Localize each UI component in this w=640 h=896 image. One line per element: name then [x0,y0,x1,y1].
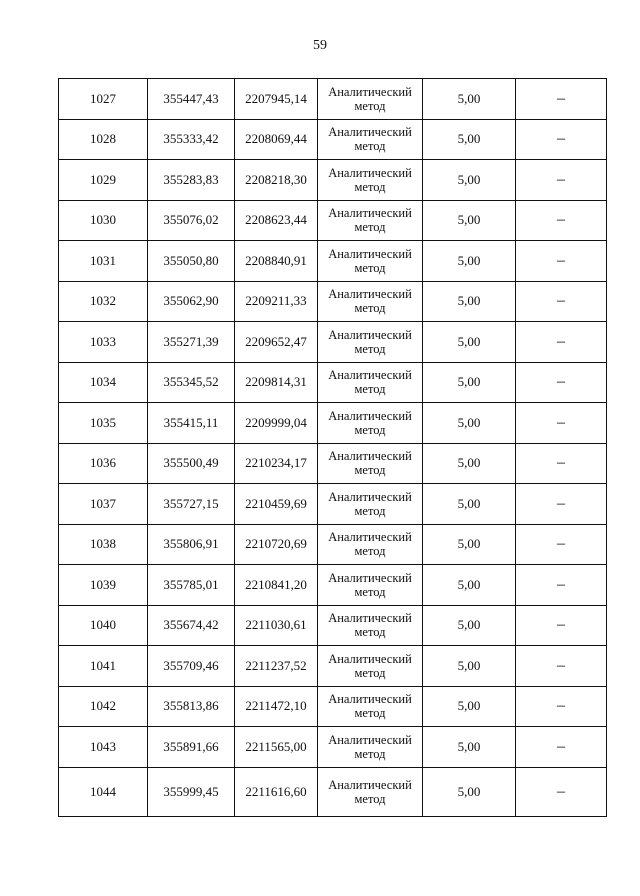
x-coordinate-cell: 355050,80 [148,241,235,282]
note-cell: – [516,686,607,727]
method-line-2: метод [354,98,386,113]
x-coordinate-cell: 355999,45 [148,767,235,816]
method-line-1: Аналитический [328,777,412,792]
y-coordinate-cell: 2210459,69 [235,484,318,525]
table-row [59,362,607,403]
error-cell: 5,00 [423,281,516,322]
method-line-1: Аналитический [328,165,412,180]
y-coordinate-cell: 2207945,14 [235,79,318,120]
x-coordinate-cell: 355891,66 [148,727,235,768]
table-row [59,484,607,525]
table-row [59,767,607,816]
x-coordinate-cell: 355415,11 [148,403,235,444]
point-number-cell: 1040 [59,605,148,646]
table-row [59,200,607,241]
x-coordinate-cell: 355076,02 [148,200,235,241]
table-row [59,403,607,444]
method-cell [318,686,423,727]
method-cell [318,767,423,816]
point-number-cell: 1030 [59,200,148,241]
note-cell: – [516,767,607,816]
error-cell: 5,00 [423,403,516,444]
note-cell: – [516,322,607,363]
table-row [59,281,607,322]
note-cell: – [516,160,607,201]
point-number-cell: 1035 [59,403,148,444]
x-coordinate-cell: 355271,39 [148,322,235,363]
error-cell: 5,00 [423,605,516,646]
method-cell [318,322,423,363]
error-cell: 5,00 [423,160,516,201]
note-cell: – [516,524,607,565]
table-row [59,322,607,363]
method-line-2: метод [354,341,386,356]
y-coordinate-cell: 2211565,00 [235,727,318,768]
error-cell: 5,00 [423,686,516,727]
method-line-2: метод [354,544,386,559]
method-cell [318,362,423,403]
y-coordinate-cell: 2209999,04 [235,403,318,444]
y-coordinate-cell: 2209211,33 [235,281,318,322]
note-cell: – [516,200,607,241]
method-cell [318,484,423,525]
y-coordinate-cell: 2208218,30 [235,160,318,201]
y-coordinate-cell: 2208069,44 [235,119,318,160]
method-line-1: Аналитический [328,692,412,707]
method-cell [318,119,423,160]
error-cell: 5,00 [423,646,516,687]
method-line-2: метод [354,706,386,721]
method-line-2: метод [354,503,386,518]
method-cell [318,727,423,768]
method-line-2: метод [354,139,386,154]
note-cell: – [516,484,607,525]
method-line-1: Аналитический [328,84,412,99]
method-line-1: Аналитический [328,732,412,747]
y-coordinate-cell: 2210234,17 [235,443,318,484]
method-line-1: Аналитический [328,530,412,545]
y-coordinate-cell: 2209814,31 [235,362,318,403]
note-cell: – [516,443,607,484]
error-cell: 5,00 [423,241,516,282]
y-coordinate-cell: 2211616,60 [235,767,318,816]
note-cell: – [516,605,607,646]
y-coordinate-cell: 2208840,91 [235,241,318,282]
error-cell: 5,00 [423,322,516,363]
x-coordinate-cell: 355727,15 [148,484,235,525]
table-row [59,160,607,201]
method-line-2: метод [354,260,386,275]
point-number-cell: 1042 [59,686,148,727]
error-cell: 5,00 [423,484,516,525]
point-number-cell: 1044 [59,767,148,816]
method-line-2: метод [354,584,386,599]
error-cell: 5,00 [423,727,516,768]
note-cell: – [516,646,607,687]
method-line-2: метод [354,179,386,194]
method-cell [318,241,423,282]
method-cell [318,281,423,322]
method-line-1: Аналитический [328,408,412,423]
method-line-1: Аналитический [328,611,412,626]
method-line-1: Аналитический [328,570,412,585]
note-cell: – [516,79,607,120]
error-cell: 5,00 [423,119,516,160]
point-number-cell: 1041 [59,646,148,687]
method-line-2: метод [354,220,386,235]
method-line-2: метод [354,665,386,680]
point-number-cell: 1033 [59,322,148,363]
table-row [59,646,607,687]
note-cell: – [516,403,607,444]
note-cell: – [516,281,607,322]
method-cell [318,200,423,241]
method-cell [318,565,423,606]
method-line-1: Аналитический [328,651,412,666]
method-cell [318,605,423,646]
y-coordinate-cell: 2211030,61 [235,605,318,646]
x-coordinate-cell: 355785,01 [148,565,235,606]
method-line-1: Аналитический [328,125,412,140]
method-cell [318,443,423,484]
method-cell [318,524,423,565]
table-row [59,119,607,160]
note-cell: – [516,727,607,768]
y-coordinate-cell: 2211472,10 [235,686,318,727]
point-number-cell: 1036 [59,443,148,484]
method-line-2: метод [354,301,386,316]
point-number-cell: 1039 [59,565,148,606]
method-line-2: метод [354,382,386,397]
error-cell: 5,00 [423,767,516,816]
y-coordinate-cell: 2209652,47 [235,322,318,363]
point-number-cell: 1037 [59,484,148,525]
page-number: 59 [313,38,327,53]
method-line-1: Аналитический [328,287,412,302]
method-line-2: метод [354,625,386,640]
y-coordinate-cell: 2208623,44 [235,200,318,241]
coordinates-table-body [59,79,607,817]
error-cell: 5,00 [423,524,516,565]
point-number-cell: 1032 [59,281,148,322]
x-coordinate-cell: 355447,43 [148,79,235,120]
method-line-2: метод [354,422,386,437]
error-cell: 5,00 [423,565,516,606]
method-line-2: метод [354,463,386,478]
method-line-1: Аналитический [328,206,412,221]
error-cell: 5,00 [423,200,516,241]
table-row [59,241,607,282]
error-cell: 5,00 [423,79,516,120]
table-row [59,686,607,727]
table-row [59,565,607,606]
x-coordinate-cell: 355062,90 [148,281,235,322]
method-line-2: метод [354,791,386,806]
coordinates-table-container [58,78,600,817]
point-number-cell: 1029 [59,160,148,201]
point-number-cell: 1027 [59,79,148,120]
x-coordinate-cell: 355813,86 [148,686,235,727]
x-coordinate-cell: 355709,46 [148,646,235,687]
point-number-cell: 1043 [59,727,148,768]
table-row [59,605,607,646]
method-line-1: Аналитический [328,327,412,342]
method-line-1: Аналитический [328,489,412,504]
table-row [59,443,607,484]
note-cell: – [516,362,607,403]
point-number-cell: 1034 [59,362,148,403]
method-cell [318,646,423,687]
x-coordinate-cell: 355333,42 [148,119,235,160]
table-row [59,79,607,120]
note-cell: – [516,565,607,606]
table-row [59,727,607,768]
y-coordinate-cell: 2211237,52 [235,646,318,687]
method-line-2: метод [354,746,386,761]
x-coordinate-cell: 355674,42 [148,605,235,646]
note-cell: – [516,119,607,160]
point-number-cell: 1031 [59,241,148,282]
x-coordinate-cell: 355345,52 [148,362,235,403]
method-line-1: Аналитический [328,368,412,383]
error-cell: 5,00 [423,443,516,484]
x-coordinate-cell: 355283,83 [148,160,235,201]
method-cell [318,79,423,120]
point-number-cell: 1028 [59,119,148,160]
note-cell: – [516,241,607,282]
coordinates-table [58,78,607,817]
y-coordinate-cell: 2210720,69 [235,524,318,565]
method-line-1: Аналитический [328,449,412,464]
y-coordinate-cell: 2210841,20 [235,565,318,606]
method-cell [318,403,423,444]
method-cell [318,160,423,201]
x-coordinate-cell: 355806,91 [148,524,235,565]
x-coordinate-cell: 355500,49 [148,443,235,484]
point-number-cell: 1038 [59,524,148,565]
table-row [59,524,607,565]
method-line-1: Аналитический [328,246,412,261]
error-cell: 5,00 [423,362,516,403]
